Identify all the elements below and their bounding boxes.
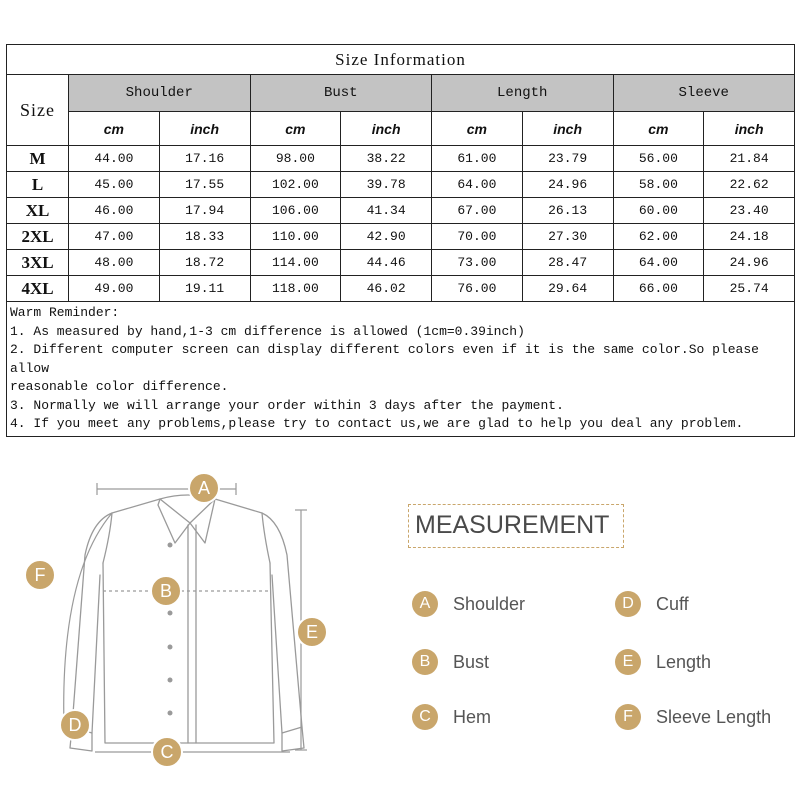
table-cell: 76.00 (432, 276, 523, 302)
table-cell: 56.00 (613, 146, 704, 172)
size-label: L (7, 172, 69, 198)
bust-header: Bust (250, 75, 432, 112)
table-cell: 44.46 (341, 250, 432, 276)
table-cell: 60.00 (613, 198, 704, 224)
shirt-button (168, 611, 173, 616)
unit-header: cm (69, 112, 160, 146)
table-cell: 47.00 (69, 224, 160, 250)
size-label: M (7, 146, 69, 172)
size-column-header: Size (7, 75, 69, 146)
table-cell: 26.13 (522, 198, 613, 224)
legend-badge: F (615, 704, 641, 730)
legend-item-bust (412, 649, 489, 675)
table-cell: 19.11 (159, 276, 250, 302)
measurement-title: MEASUREMENT (415, 511, 610, 539)
table-cell: 118.00 (250, 276, 341, 302)
table-cell: 73.00 (432, 250, 523, 276)
length-header: Length (432, 75, 614, 112)
table-cell: 23.40 (704, 198, 795, 224)
legend-item-cuff (615, 591, 689, 617)
legend-label: Hem (453, 706, 492, 727)
table-cell: 70.00 (432, 224, 523, 250)
table-cell: 106.00 (250, 198, 341, 224)
size-label: 3XL (7, 250, 69, 276)
table-cell: 41.34 (341, 198, 432, 224)
legend-label: Cuff (656, 593, 689, 614)
note-line: 3. Normally we will arrange your order within 3 days after the payment. (10, 397, 564, 413)
badge-letter: E (305, 622, 319, 642)
table-cell: 23.79 (522, 146, 613, 172)
legend-badge: B (412, 649, 438, 675)
badge-letter: F (34, 565, 46, 585)
size-chart-table (6, 44, 795, 437)
badge-letter: D (68, 715, 82, 735)
table-cell: 44.00 (69, 146, 160, 172)
unit-header: inch (159, 112, 250, 146)
legend-label: Bust (453, 651, 490, 672)
table-cell: 46.02 (341, 276, 432, 302)
note-line: 1. As measured by hand,1-3 cm difference is allowed (1cm=0.39inch) (10, 323, 525, 339)
table-cell: 24.18 (704, 224, 795, 250)
table-cell: 18.72 (159, 250, 250, 276)
table-cell: 38.22 (341, 146, 432, 172)
table-row (7, 276, 795, 302)
legend-item-sleeve-length (615, 704, 771, 730)
warm-reminder-notes (7, 302, 795, 437)
notes-heading: Warm Reminder: (10, 305, 120, 320)
table-cell: 22.62 (704, 172, 795, 198)
table-title: Size Information (7, 45, 795, 75)
table-cell: 17.16 (159, 146, 250, 172)
badge-a (189, 473, 219, 503)
unit-header: inch (341, 112, 432, 146)
legend-badge: E (615, 649, 641, 675)
table-cell: 110.00 (250, 224, 341, 250)
table-cell: 17.55 (159, 172, 250, 198)
table-cell: 49.00 (69, 276, 160, 302)
note-line: reasonable color difference. (10, 379, 229, 394)
legend-item-hem (412, 704, 491, 730)
table-cell: 58.00 (613, 172, 704, 198)
unit-header: inch (704, 112, 795, 146)
table-cell: 24.96 (522, 172, 613, 198)
badge-f (25, 560, 55, 590)
legend-badge: C (412, 704, 438, 730)
table-row (7, 146, 795, 172)
size-label: 4XL (7, 276, 69, 302)
badge-e (297, 617, 327, 647)
table-cell: 114.00 (250, 250, 341, 276)
table-cell: 46.00 (69, 198, 160, 224)
size-label: 2XL (7, 224, 69, 250)
table-row (7, 198, 795, 224)
table-cell: 102.00 (250, 172, 341, 198)
badge-b (151, 576, 181, 606)
table-cell: 28.47 (522, 250, 613, 276)
left-sleeve-outline (72, 499, 160, 733)
table-cell: 62.00 (613, 224, 704, 250)
collar-right (190, 499, 215, 543)
legend-item-shoulder (412, 591, 525, 617)
table-cell: 98.00 (250, 146, 341, 172)
badge-letter: B (159, 581, 173, 601)
shoulder-header: Shoulder (69, 75, 251, 112)
size-label: XL (7, 198, 69, 224)
collar-left (158, 499, 190, 543)
legend-label: Sleeve Length (656, 706, 772, 727)
table-cell: 42.90 (341, 224, 432, 250)
shirt-button (168, 678, 173, 683)
shirt-button (168, 543, 173, 548)
table-row (7, 224, 795, 250)
shirt-button (168, 645, 173, 650)
unit-header: inch (522, 112, 613, 146)
table-cell: 45.00 (69, 172, 160, 198)
legend-label: Shoulder (453, 593, 526, 614)
table-cell: 18.33 (159, 224, 250, 250)
right-sleeve-outline (215, 499, 302, 733)
table-cell: 39.78 (341, 172, 432, 198)
unit-header: cm (613, 112, 704, 146)
table-cell: 64.00 (613, 250, 704, 276)
badge-c (152, 737, 182, 767)
table-cell: 61.00 (432, 146, 523, 172)
legend-item-length (615, 649, 711, 675)
shirt-button (168, 711, 173, 716)
unit-header: cm (250, 112, 341, 146)
badge-letter: C (160, 742, 174, 762)
legend-label: Length (656, 651, 712, 672)
table-cell: 25.74 (704, 276, 795, 302)
note-line: 4. If you meet any problems,please try to contact us,we are glad to help you deal any problem. (10, 416, 744, 431)
note-line: 2. Different computer screen can display different colors even if it is the same color.So please allow (10, 342, 759, 376)
table-cell: 67.00 (432, 198, 523, 224)
table-cell: 27.30 (522, 224, 613, 250)
badge-d (60, 710, 90, 740)
table-cell: 66.00 (613, 276, 704, 302)
table-row (7, 250, 795, 276)
table-row (7, 172, 795, 198)
table-cell: 21.84 (704, 146, 795, 172)
shirt-diagram (0, 465, 800, 800)
badge-letter: A (197, 478, 211, 498)
table-cell: 64.00 (432, 172, 523, 198)
sleeve-header: Sleeve (613, 75, 795, 112)
table-cell: 24.96 (704, 250, 795, 276)
table-cell: 48.00 (69, 250, 160, 276)
legend-badge: A (412, 591, 438, 617)
unit-header: cm (432, 112, 523, 146)
table-cell: 17.94 (159, 198, 250, 224)
table-cell: 29.64 (522, 276, 613, 302)
legend-badge: D (615, 591, 641, 617)
